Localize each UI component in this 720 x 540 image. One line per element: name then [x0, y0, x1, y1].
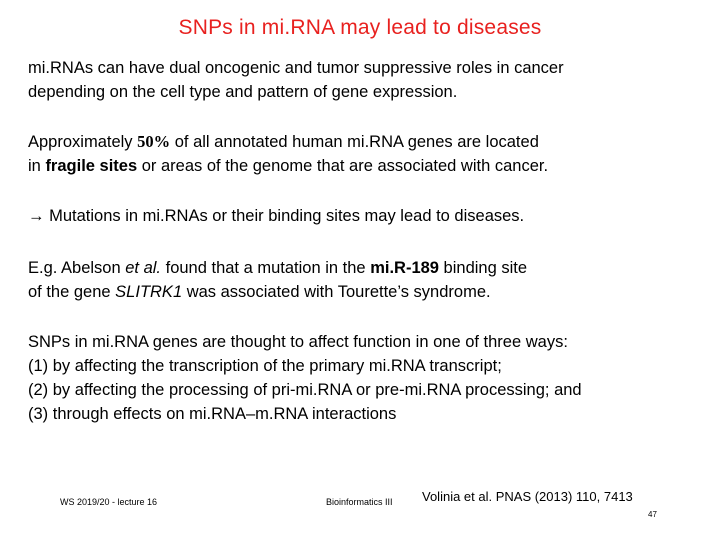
percent-highlight: 50%	[137, 132, 171, 151]
text-segment: or areas of the genome that are associated with cancer.	[137, 157, 549, 175]
fragile-sites-highlight: fragile sites	[45, 157, 138, 175]
paragraph-mutations	[28, 204, 698, 228]
paragraph-fragile-sites	[28, 130, 698, 178]
paragraph-three-ways	[28, 330, 698, 426]
paragraph-line: depending on the cell type and pattern of gene expression.	[28, 83, 458, 101]
list-item: (2) by affecting the processing of pri-mi.RNA or pre-mi.RNA processing; and	[28, 381, 582, 399]
paragraph-line: mi.RNAs can have dual oncogenic and tumor suppressive roles in cancer	[28, 59, 564, 77]
slide-title: SNPs in mi.RNA may lead to diseases	[178, 16, 542, 39]
footer-course: Bioinformatics III	[326, 497, 393, 507]
text-segment: Approximately	[28, 133, 138, 151]
et-al-italic: et al.	[125, 259, 162, 277]
arrow-icon: →	[28, 207, 45, 225]
paragraph-dual-roles	[28, 56, 698, 104]
text-segment: of all annotated human mi.RNA genes are located	[170, 133, 539, 151]
footer-citation: Volinia et al. PNAS (2013) 110, 7413	[422, 489, 633, 504]
page-number: 47	[648, 510, 657, 519]
paragraph-line: SNPs in mi.RNA genes are thought to affect function in one of three ways:	[28, 333, 568, 351]
list-item: (1) by affecting the transcription of the primary mi.RNA transcript;	[28, 357, 502, 375]
text-segment: was associated with Tourette’s syndrome.	[182, 283, 491, 301]
text-segment: found that a mutation in the	[161, 259, 371, 277]
text-segment: binding site	[438, 259, 528, 277]
text-segment: in	[28, 157, 46, 175]
text-segment: of the gene	[28, 283, 116, 301]
mir-189-highlight: mi.R-189	[370, 259, 439, 277]
footer-lecture: WS 2019/20 - lecture 16	[60, 497, 158, 507]
paragraph-abelson-example	[28, 256, 698, 304]
list-item: (3) through effects on mi.RNA–m.RNA interactions	[28, 405, 397, 423]
text-segment: Mutations in mi.RNAs or their binding sites may lead to diseases.	[44, 207, 525, 225]
gene-name-italic: SLITRK1	[115, 283, 183, 301]
text-segment: E.g. Abelson	[28, 259, 126, 277]
